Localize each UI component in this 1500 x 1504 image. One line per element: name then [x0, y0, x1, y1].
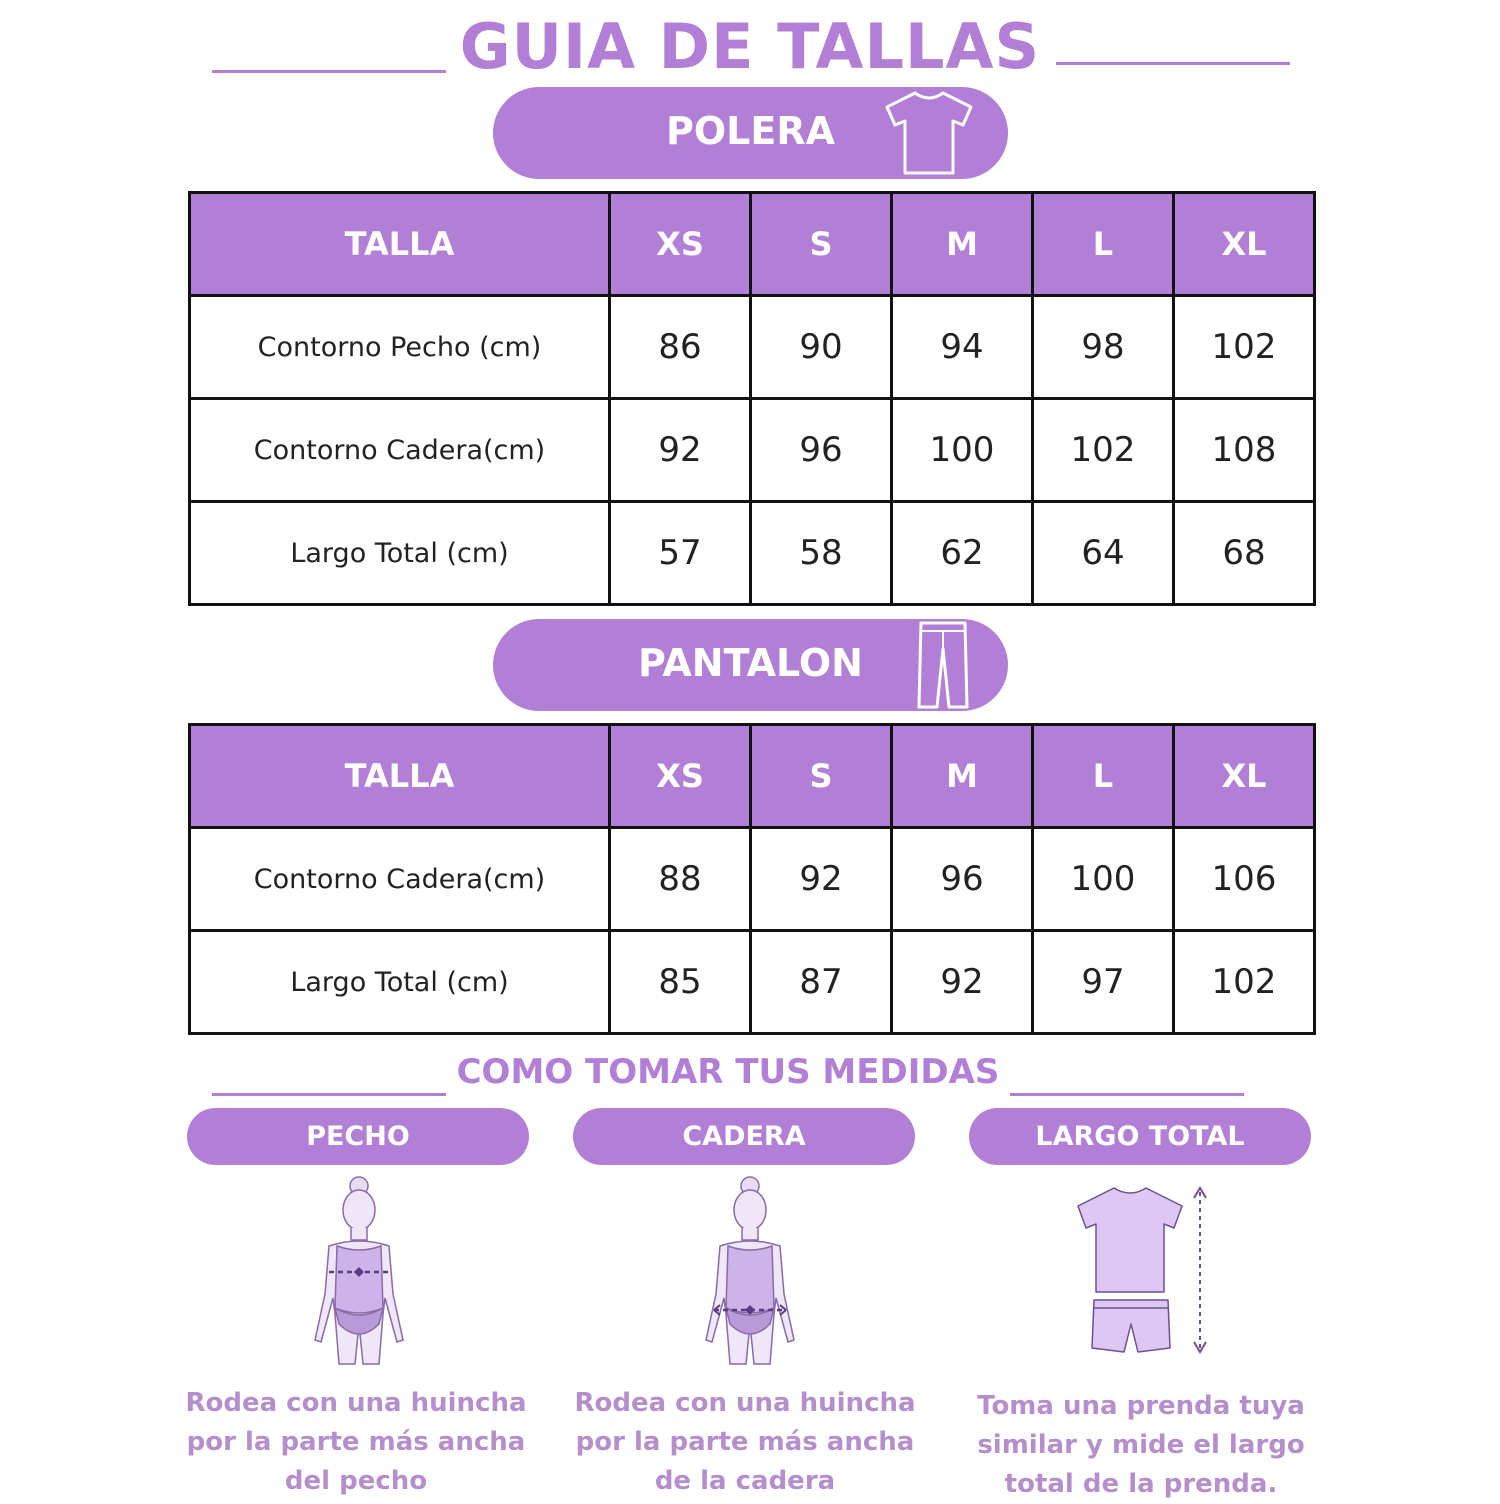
row-label: Contorno Cadera(cm)	[190, 828, 610, 931]
table-cell: 58	[751, 502, 892, 605]
column-header: XL	[1174, 725, 1315, 828]
column-header: XL	[1174, 193, 1315, 296]
description-line: de la cadera	[654, 1466, 836, 1496]
polera-header-pill	[493, 87, 1008, 179]
table-cell: 97	[1033, 931, 1174, 1034]
description-line: por la parte más ancha	[186, 1427, 526, 1457]
pants-icon	[913, 619, 973, 711]
garment-length-icon	[1070, 1184, 1220, 1364]
column-header: XS	[610, 193, 751, 296]
table-cell: 92	[751, 828, 892, 931]
table-cell: 102	[1033, 399, 1174, 502]
title-rule-right	[1056, 62, 1290, 65]
table-cell: 108	[1174, 399, 1315, 502]
table-cell: 57	[610, 502, 751, 605]
column-header: L	[1033, 193, 1174, 296]
description-line: Rodea con una huincha	[185, 1388, 527, 1418]
table-cell: 96	[892, 828, 1033, 931]
table-cell: 92	[610, 399, 751, 502]
medidas-rule-right	[1010, 1093, 1244, 1096]
row-label: Contorno Cadera(cm)	[190, 399, 610, 502]
table-cell: 85	[610, 931, 751, 1034]
table-cell: 94	[892, 296, 1033, 399]
page-title: GUIA DE TALLAS	[459, 10, 1041, 83]
column-header: M	[892, 193, 1033, 296]
table-cell: 87	[751, 931, 892, 1034]
table-cell: 100	[892, 399, 1033, 502]
table-cell: 68	[1174, 502, 1315, 605]
column-header: XS	[610, 725, 751, 828]
cadera-description	[565, 1384, 925, 1501]
table-cell: 102	[1174, 296, 1315, 399]
column-header: L	[1033, 725, 1174, 828]
table-cell: 62	[892, 502, 1033, 605]
pecho-pill: PECHO	[187, 1108, 529, 1165]
hip-measure-icon	[690, 1174, 810, 1374]
column-header: TALLA	[190, 725, 610, 828]
chest-measure-icon	[299, 1174, 419, 1374]
table-row	[190, 828, 1315, 931]
description-line: total de la prenda.	[1004, 1469, 1278, 1499]
pantalon-size-table	[188, 723, 1316, 1035]
table-cell: 64	[1033, 502, 1174, 605]
table-cell: 90	[751, 296, 892, 399]
pantalon-header-pill	[493, 619, 1008, 711]
table-row	[190, 296, 1315, 399]
table-cell: 88	[610, 828, 751, 931]
description-line: del pecho	[284, 1466, 428, 1496]
row-label: Contorno Pecho (cm)	[190, 296, 610, 399]
polera-heading: POLERA	[666, 109, 835, 153]
table-cell: 96	[751, 399, 892, 502]
column-header: M	[892, 725, 1033, 828]
description-line: similar y mide el largo	[977, 1430, 1305, 1460]
column-header: TALLA	[190, 193, 610, 296]
table-row	[190, 931, 1315, 1034]
largo-total-pill: LARGO TOTAL	[969, 1108, 1311, 1165]
table-cell: 102	[1174, 931, 1315, 1034]
table-cell: 98	[1033, 296, 1174, 399]
table-header-row	[190, 193, 1315, 296]
column-header: S	[751, 193, 892, 296]
tshirt-icon	[881, 89, 977, 177]
description-line: Toma una prenda tuya	[977, 1391, 1305, 1421]
medidas-rule-left	[212, 1093, 446, 1096]
row-label: Largo Total (cm)	[190, 502, 610, 605]
table-header-row	[190, 725, 1315, 828]
column-header: S	[751, 725, 892, 828]
table-cell: 100	[1033, 828, 1174, 931]
largo-total-description	[961, 1387, 1321, 1504]
cadera-pill: CADERA	[573, 1108, 915, 1165]
table-row	[190, 399, 1315, 502]
table-cell: 92	[892, 931, 1033, 1034]
description-line: por la parte más ancha	[575, 1427, 915, 1457]
pantalon-heading: PANTALON	[638, 641, 863, 685]
pecho-description	[176, 1384, 536, 1501]
table-cell: 86	[610, 296, 751, 399]
medidas-heading: COMO TOMAR TUS MEDIDAS	[456, 1052, 1000, 1092]
table-cell: 106	[1174, 828, 1315, 931]
polera-size-table	[188, 191, 1316, 606]
table-row	[190, 502, 1315, 605]
description-line: Rodea con una huincha	[574, 1388, 916, 1418]
row-label: Largo Total (cm)	[190, 931, 610, 1034]
